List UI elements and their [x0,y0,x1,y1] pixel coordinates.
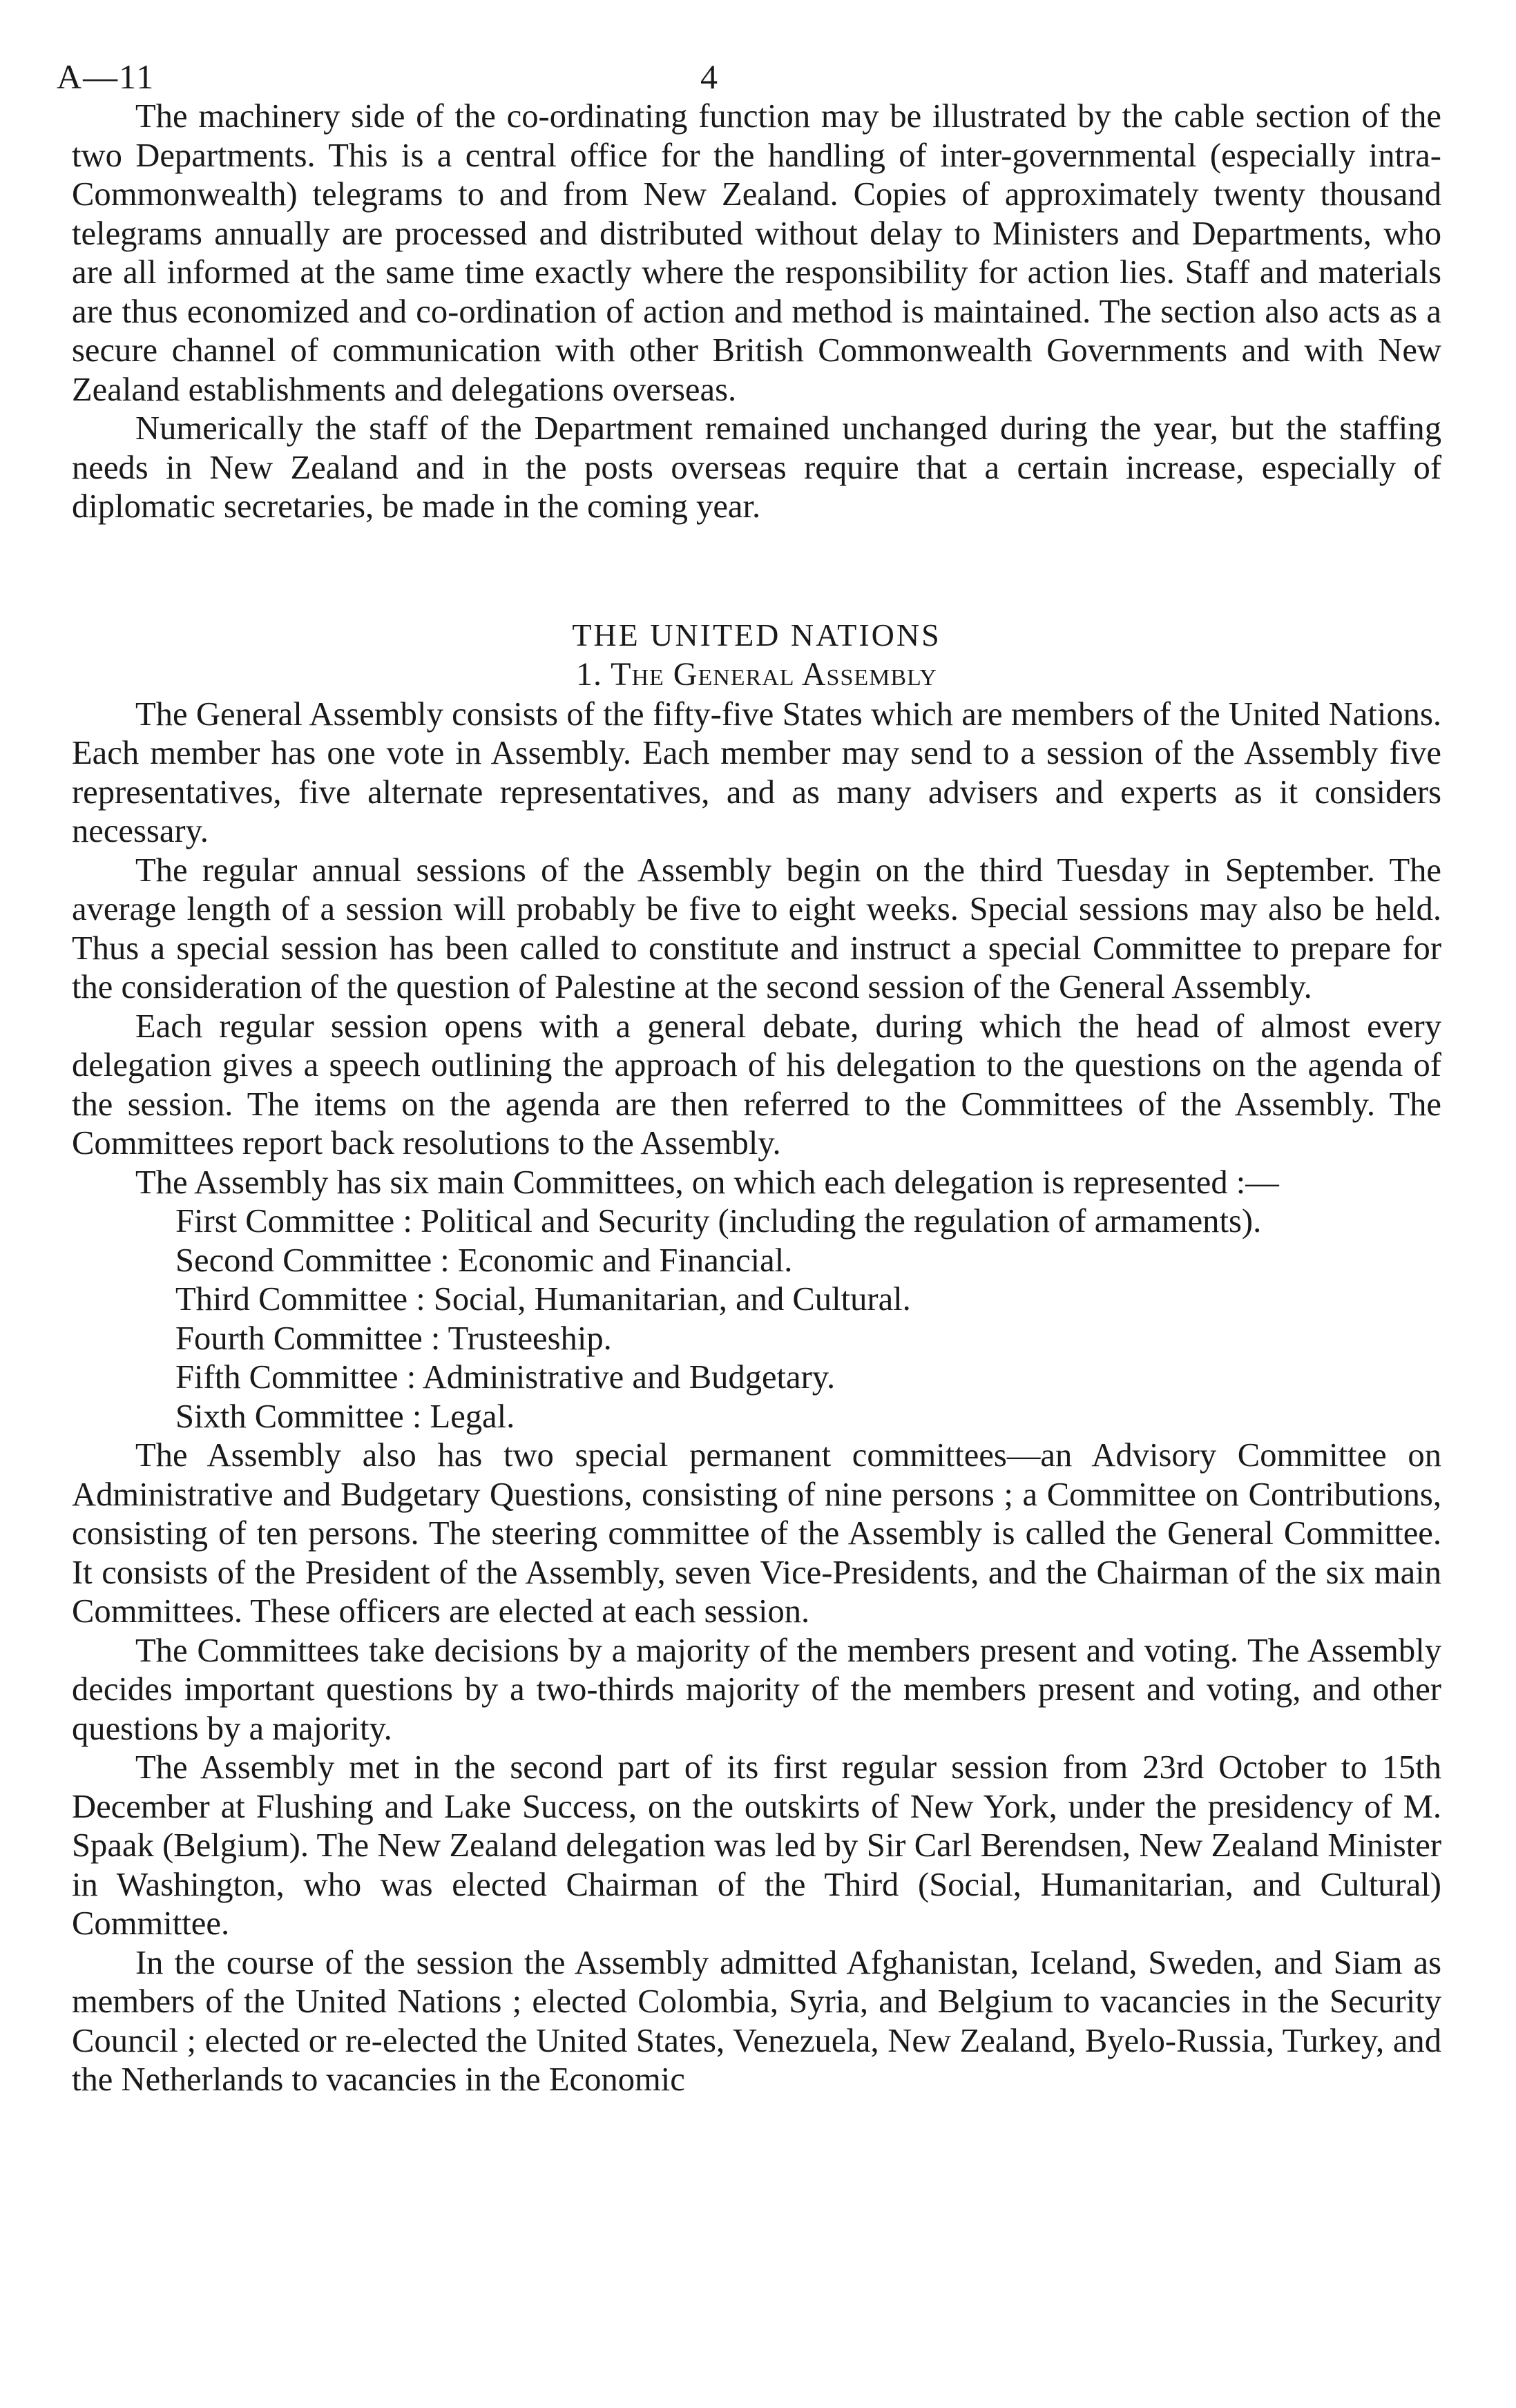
paragraph-permanent-committees: The Assembly also has two special permanent committees—an Advisory Committee on Administrative and Budgetary Questions, consisting of nine persons ; a Committee on Contributions, consisting of ten persons. The steering committee of the Assembly is called the General Committee. It consists of the President of the Assembly, seven Vice-Presidents, and the Chairman of the six main Committees. These officers are elected at each session. [72,1436,1441,1630]
committee-item-first: First Committee : Political and Security (including the regulation of armaments). [175,1202,1262,1240]
committee-item-second: Second Committee : Economic and Financial. [175,1241,793,1279]
paragraph-session-meeting: The Assembly met in the second part of its first regular session from 23rd October to 15th December at Flushing and Lake Success, on the outskirts of New York, under the presidency of M. Spaak (Belgium). The New Zealand delegation was led by Sir Carl Berendsen, New Zealand Minister in Washington, who was elected Chairman of the Third (Social, Humanitarian, and Cultural) Committee. [72,1749,1441,1942]
committee-item-sixth: Sixth Committee : Legal. [175,1397,515,1435]
committee-item-third: Third Committee : Social, Humanitarian, and Cultural. [175,1280,911,1318]
paragraph-cable-section: The machinery side of the co-ordinating function may be illustrated by the cable section of the two Departments. This is a central office for the handling of inter-governmental (especially intra-Commonwealth) telegrams to and from New Zealand. Copies of approximately twenty thousand telegrams annually are processed and distributed without delay to Ministers and Departments, who are all informed at the same time exactly where the responsibility for action lies. Staff and materials are thus economized and co-ordination of action and method is maintained. The section also acts as a secure channel of communication with other British Commonwealth Governments and with New Zealand establishments and delegations overseas. [72,97,1441,408]
page-header [57,41,1441,97]
paragraph-membership: The General Assembly consists of the fifty-five States which are members of the United Nations. Each member has one vote in Assembly. Each member may send to a session of the Assembly five representatives, five alternate representatives, and as many advisers and experts as it considers necessary. [72,695,1441,849]
document-reference: A—11 [57,57,155,96]
committee-item-fourth: Fourth Committee : Trusteeship. [175,1319,612,1357]
paragraph-sessions: The regular annual sessions of the Assembly begin on the third Tuesday in September. The average length of a session will probably be five to eight weeks. Special sessions may also be held. Thus a special session has been called to constitute and instruct a special Committee to prepare for the consideration of the question of Palestine at the second session of the General Assembly. [72,851,1441,1005]
paragraph-general-debate: Each regular session opens with a general debate, during which the head of almost every delegation gives a speech outlining the approach of his delegation to the questions on the agenda of the session. The items on the agenda are then referred to the Committees of the Assembly. The Committees report back resolutions to the Assembly. [72,1007,1441,1162]
committee-item-fifth: Fifth Committee : Administrative and Budgetary. [175,1358,836,1396]
paragraph-admissions: In the course of the session the Assembly admitted Afghanistan, Iceland, Sweden, and Siam as members of the United Nations ; elected Colombia, Syria, and Belgium to vacancies in the Security Council ; elected or re-elected the United States, Venezuela, New Zealand, Byelo-Russia, Turkey, and the Netherlands to vacancies in the Economic [72,1943,1441,2098]
paragraph-committees-intro: The Assembly has six main Committees, on which each delegation is represented :— [135,1163,1279,1201]
page-number: 4 [700,57,718,96]
document-page [57,41,1441,2099]
section-title: THE UNITED NATIONS [572,617,941,653]
section-subtitle: 1. The General Assembly [576,655,937,693]
paragraph-staffing: Numerically the staff of the Department remained unchanged during the year, but the staffing needs in New Zealand and in the posts overseas require that a certain increase, especially of diplomatic secretaries, be made in the coming year. [72,410,1441,525]
committee-list [175,1202,1441,1436]
paragraph-decisions: The Committees take decisions by a majority of the members present and voting. The Assembly decides important questions by a two-thirds majority of the members present and voting, and other questions by a majority. [72,1631,1441,1747]
